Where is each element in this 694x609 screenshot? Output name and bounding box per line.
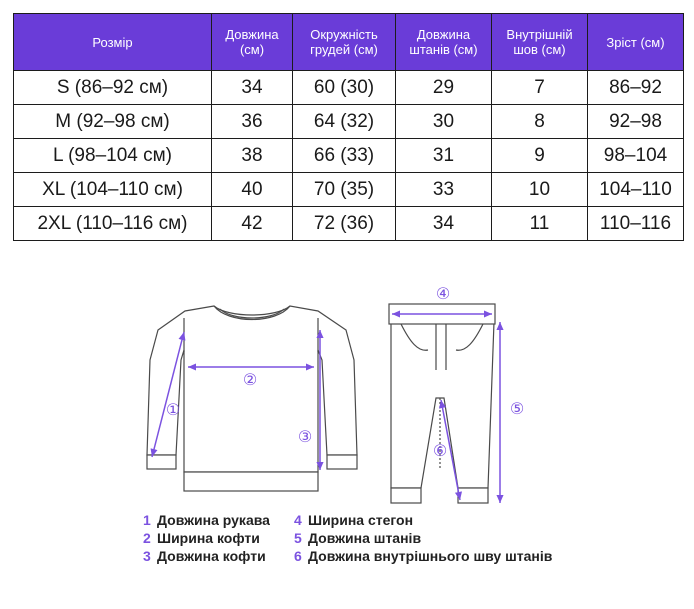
table-cell: 40 [212, 173, 293, 207]
table-cell: 110–116 [588, 207, 684, 241]
marker-1: ① [165, 400, 181, 419]
table-cell: 33 [396, 173, 492, 207]
table-cell: 7 [492, 71, 588, 105]
table-cell: 10 [492, 173, 588, 207]
header-inseam: Внутрішній шов (см) [492, 14, 588, 71]
marker-6: ⑥ [432, 441, 448, 460]
table-cell: 104–110 [588, 173, 684, 207]
table-cell: 66 (33) [293, 139, 396, 173]
table-cell: 86–92 [588, 71, 684, 105]
legend-item: 5 Довжина штанів [294, 530, 422, 546]
table-cell: 92–98 [588, 105, 684, 139]
legend-right [294, 511, 552, 565]
table-cell: M (92–98 см) [14, 105, 212, 139]
legend-item: 3 Довжина кофти [143, 548, 266, 564]
table-cell: 36 [212, 105, 293, 139]
legend-item: 1 Довжина рукава [143, 512, 270, 528]
marker-3: ③ [297, 427, 313, 446]
table-cell: 34 [212, 71, 293, 105]
table-cell: 72 (36) [293, 207, 396, 241]
table-cell: 8 [492, 105, 588, 139]
legend-left [143, 511, 270, 565]
table-cell: 9 [492, 139, 588, 173]
table-cell: 60 (30) [293, 71, 396, 105]
header-chest: Окружність грудей (см) [293, 14, 396, 71]
marker-2: ② [242, 370, 258, 389]
table-cell: 42 [212, 207, 293, 241]
marker-4: ④ [435, 284, 451, 303]
legend-item: 2 Ширина кофти [143, 530, 260, 546]
table-cell: 34 [396, 207, 492, 241]
table-cell: 98–104 [588, 139, 684, 173]
legend-item: 4 Ширина стегон [294, 512, 414, 528]
table-cell: 29 [396, 71, 492, 105]
header-height: Зріст (см) [588, 14, 684, 71]
table-cell: 31 [396, 139, 492, 173]
table-cell: 64 (32) [293, 105, 396, 139]
table-cell: 70 (35) [293, 173, 396, 207]
header-pants-length: Довжина штанів (см) [396, 14, 492, 71]
legend-item: 6 Довжина внутрішнього шву штанів [294, 548, 553, 564]
table-cell: 30 [396, 105, 492, 139]
table-cell: S (86–92 см) [14, 71, 212, 105]
table-cell: 2XL (110–116 см) [14, 207, 212, 241]
header-length: Довжина (см) [212, 14, 293, 71]
sweatshirt-drawing [147, 306, 357, 491]
header-size: Розмір [14, 14, 212, 71]
table-cell: L (98–104 см) [14, 139, 212, 173]
table-cell: 11 [492, 207, 588, 241]
table-cell: XL (104–110 см) [14, 173, 212, 207]
table-cell: 38 [212, 139, 293, 173]
marker-5: ⑤ [509, 399, 525, 418]
